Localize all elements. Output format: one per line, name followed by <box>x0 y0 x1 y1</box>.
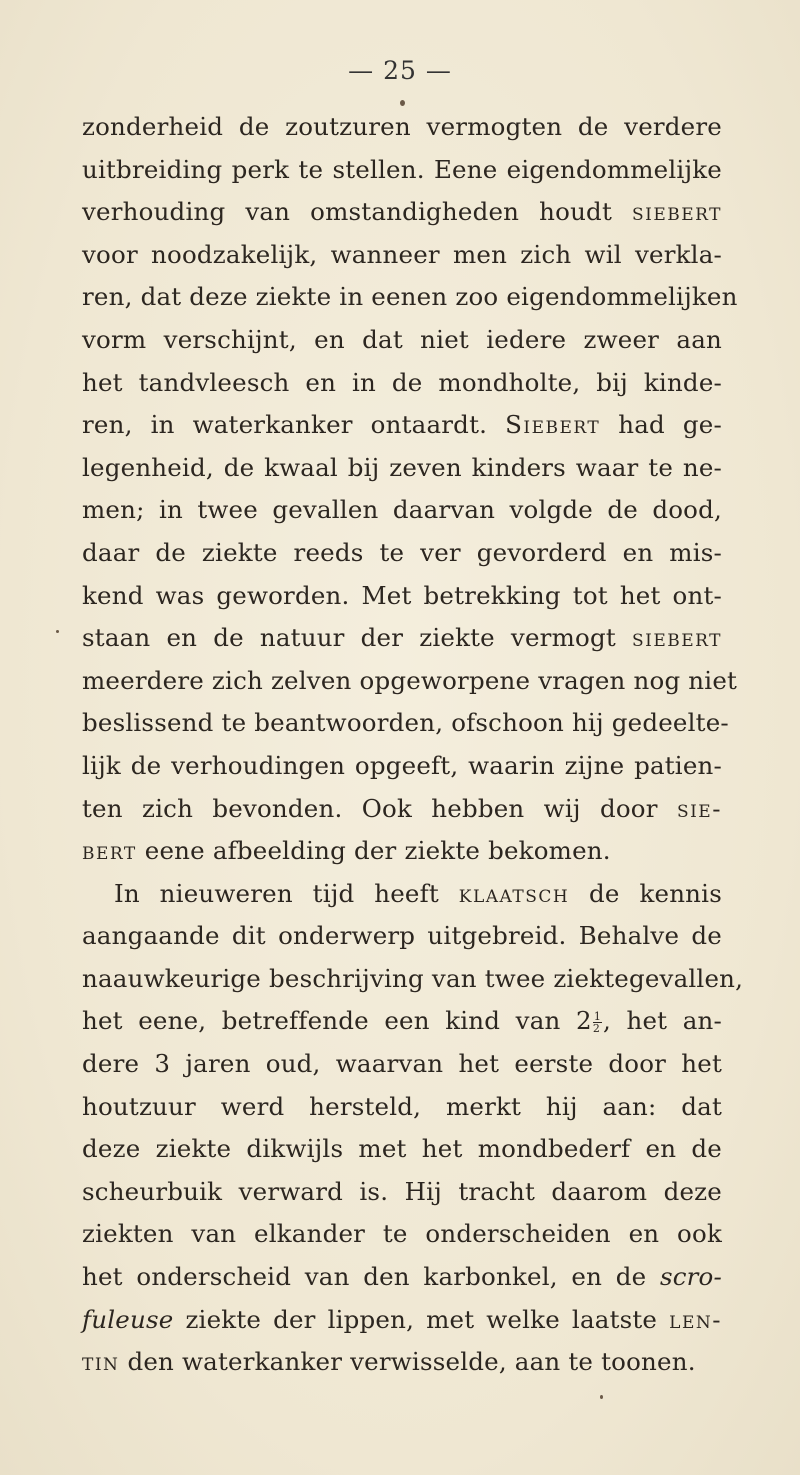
text-line-7: het tandvleesch en in de mondholte, bij kinde- <box>82 367 722 397</box>
text-line-18 <box>82 830 722 873</box>
text-fragment: ren, in waterkanker ontaardt. <box>82 410 488 440</box>
text-fragment: In nieuweren tijd heeft <box>114 878 439 908</box>
text-fragment: den waterkanker verwisselde, aan te toonen. <box>127 1347 696 1377</box>
text-line-22 <box>82 1000 722 1043</box>
text-line-9: legenheid, de kwaal bij zeven kinders waar te ne- <box>82 452 722 482</box>
fraction-whole: 2 <box>576 1006 592 1036</box>
author-name-len: len- <box>669 1304 723 1334</box>
text-fragment: ziekte der lippen, met welke laatste <box>185 1304 658 1334</box>
text-line-25: deze ziekte dikwijls met het mondbederf en de <box>82 1134 722 1164</box>
author-name-bert: bert <box>82 836 137 866</box>
text-fragment: de kennis <box>589 878 722 908</box>
text-line-2: uitbreiding perk te stellen. Eene eigendommelijke <box>82 154 722 184</box>
text-fragment: het eene, betreffende een kind van <box>82 1006 561 1036</box>
text-line-1: zonderheid de zoutzuren vermogten de verdere <box>82 112 722 141</box>
text-line-20: aangaande dit onderwerp uitgebreid. Behalve de <box>82 921 722 951</box>
text-fragment: eene afbeelding der ziekte bekomen. <box>144 836 611 866</box>
text-line-13 <box>82 617 722 660</box>
author-name-sie: sie- <box>676 793 722 823</box>
paper-speck <box>56 630 59 633</box>
text-line-26: scheurbuik verward is. Hij tracht daarom deze <box>82 1176 722 1206</box>
text-fragment: had ge- <box>618 410 722 440</box>
text-line-8 <box>82 404 722 447</box>
text-line-3 <box>82 191 722 234</box>
author-name-siebert: siebert <box>631 197 722 227</box>
page-number: — 25 — <box>348 56 452 85</box>
author-name-siebert: Siebert <box>505 410 601 440</box>
text-fragment: , het an- <box>603 1006 722 1036</box>
author-name-siebert: siebert <box>631 623 722 653</box>
text-line-15: beslissend te beantwoorden, ofschoon hij gedeelte- <box>82 708 729 738</box>
text-line-5: ren, dat deze ziekte in eenen zoo eigendommelijken <box>82 282 738 312</box>
text-line-29 <box>82 1299 722 1342</box>
text-line-21: naauwkeurige beschrijving van twee ziektegevallen, <box>82 963 744 993</box>
author-name-tin: tin <box>82 1347 120 1377</box>
text-fragment: verhouding van omstandigheden houdt <box>82 197 612 227</box>
text-line-12: kend was geworden. Met betrekking tot het ont- <box>82 580 722 610</box>
text-fragment: staan en de natuur der ziekte vermogt <box>82 623 616 653</box>
italic-term-scro: scro- <box>659 1262 722 1292</box>
text-line-16: lijk de verhoudingen opgeeft, waarin zijne patien- <box>82 750 722 780</box>
text-line-14: meerdere zich zelven opgeworpene vragen nog niet <box>82 665 738 695</box>
text-fragment: ten zich bevonden. Ook hebben wij door <box>82 793 658 823</box>
paper-speck <box>600 1395 603 1399</box>
text-line-4: voor noodzakelijk, wanneer men zich wil verkla- <box>82 239 722 269</box>
fraction-numerator: 1 <box>593 1010 602 1024</box>
fraction <box>593 1011 602 1034</box>
text-line-19 <box>82 873 722 916</box>
text-line-23: dere 3 jaren oud, waarvan het eerste door het <box>82 1049 722 1079</box>
fraction-denominator: 2 <box>592 1022 601 1036</box>
author-name-klaatsch: klaatsch <box>458 878 570 908</box>
text-fragment: het onderscheid van den karbonkel, en de <box>82 1262 647 1292</box>
italic-term-fuleuse: fuleuse <box>82 1304 174 1334</box>
text-line-17 <box>82 788 722 831</box>
body-text <box>82 106 744 1384</box>
text-line-28 <box>82 1256 722 1299</box>
text-line-30 <box>82 1341 722 1384</box>
text-line-11: daar de ziekte reeds te ver gevorderd en mis- <box>82 537 722 567</box>
text-line-6: vorm verschijnt, en dat niet iedere zweer aan <box>82 324 722 354</box>
text-line-10: men; in twee gevallen daarvan volgde de dood, <box>82 495 722 525</box>
text-line-24: houtzuur werd hersteld, merkt hij aan: dat <box>82 1091 722 1121</box>
text-line-27: ziekten van elkander te onderscheiden en ook <box>82 1219 722 1249</box>
paper-speck <box>400 100 405 106</box>
